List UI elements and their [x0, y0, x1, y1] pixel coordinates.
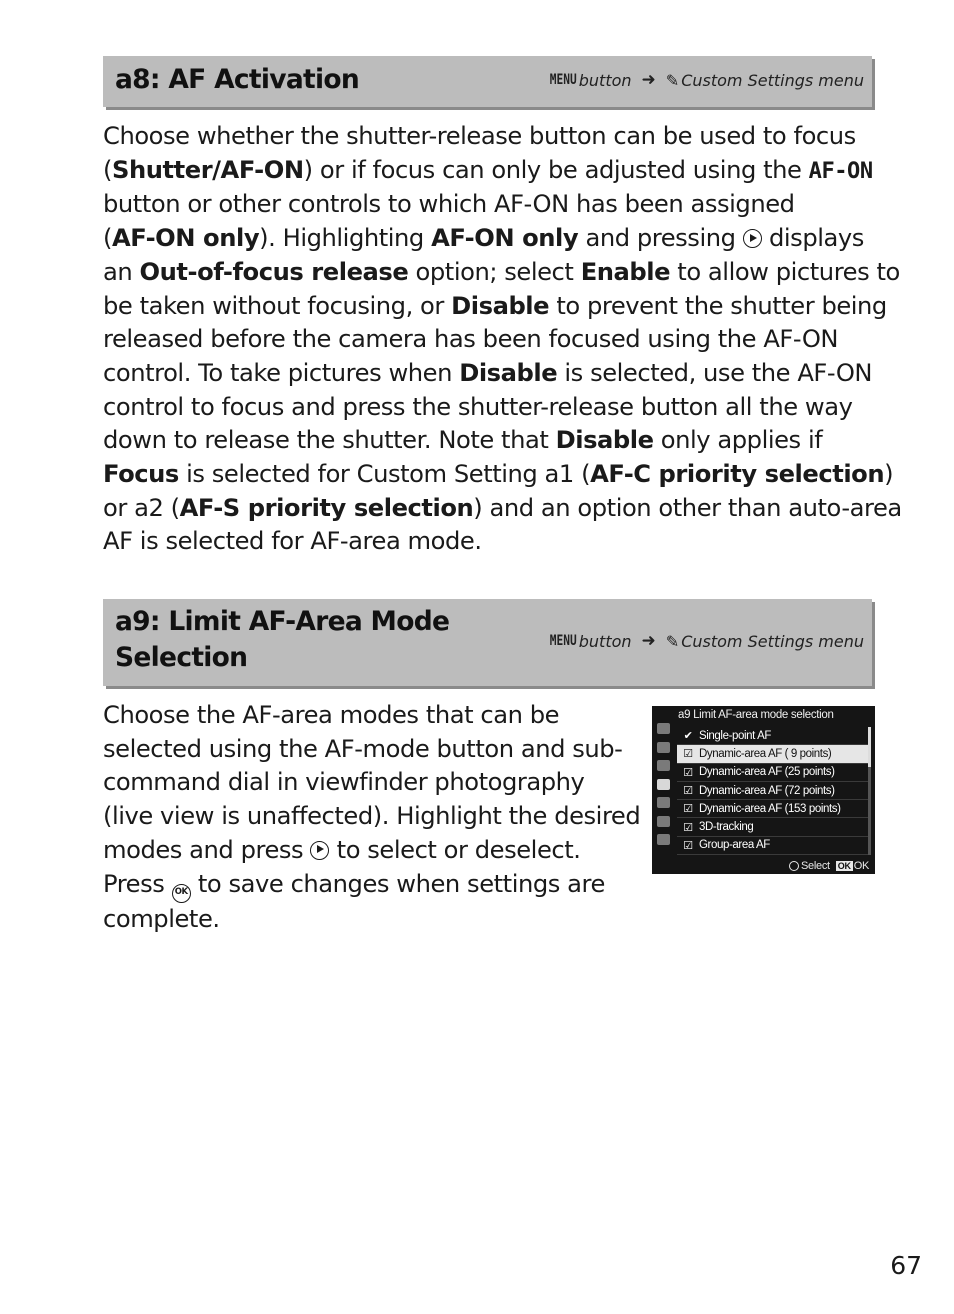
menu-button-glyph: MENU — [549, 633, 577, 649]
screen-option-list — [677, 727, 870, 855]
check-icon: ✔ — [683, 730, 693, 743]
screen-footer — [789, 860, 869, 872]
multi-selector-icon — [789, 861, 799, 871]
text-line: (live view is unaffected). Highlight the desired — [103, 802, 641, 831]
text-line: (AF-ON only). Highlighting AF-ON only and pressing displays — [103, 224, 864, 253]
menu-path-a9 — [543, 631, 864, 651]
button-text: button — [578, 631, 632, 651]
pencil-icon: ✎ — [665, 70, 680, 90]
section-title-a8: a8: AF Activation — [115, 64, 360, 95]
playback-tab-icon — [657, 723, 670, 734]
checkbox-icon: ☑ — [683, 821, 693, 834]
text-line: Choose the AF-area modes that can be — [103, 701, 560, 729]
screen-option-row: ☑ 3D-tracking — [677, 818, 870, 836]
screen-option-row: ☑ Dynamic-area AF (153 points) — [677, 800, 870, 818]
section-header-a9 — [103, 599, 872, 686]
text-line: (Shutter/AF-ON) or if focus can only be adjusted using the AF-ON — [103, 155, 873, 184]
wrench-tab-icon — [657, 797, 670, 808]
footer-select-label: Select — [801, 860, 830, 872]
section-body-a8 — [103, 120, 902, 559]
ok-badge-icon: OK — [837, 861, 851, 871]
menu-name: Custom Settings menu — [681, 631, 864, 651]
text-line: Press OK to save changes when settings are — [103, 868, 640, 903]
ok-button-icon: OK — [172, 884, 191, 903]
camera-tab-icon — [657, 742, 670, 753]
multi-selector-right-icon — [310, 841, 329, 860]
menu-name: Custom Settings menu — [681, 70, 864, 90]
checkbox-icon: ☑ — [683, 785, 693, 798]
multi-selector-right-icon — [743, 229, 762, 248]
text-line: button or other controls to which AF-ON has been assigned — [103, 190, 795, 219]
screen-option-row: ☑ Dynamic-area AF (25 points) — [677, 764, 870, 782]
text-line: AF is selected for AF-area mode. — [103, 527, 482, 556]
page-number: 67 — [890, 1251, 922, 1280]
menu-tab-sidebar — [655, 718, 673, 853]
checkbox-icon: ☑ — [683, 748, 693, 761]
text-line: control. To take pictures when Disable is selected, use the AF-ON — [103, 358, 873, 387]
screen-option-row: ✔ Single-point AF — [677, 727, 870, 745]
checkbox-icon: ☑ — [683, 766, 693, 779]
button-text: button — [578, 70, 632, 90]
screen-scrollbar — [868, 727, 871, 855]
pencil-icon: ✎ — [665, 631, 680, 651]
screen-option-row-highlighted: ☑ Dynamic-area AF ( 9 points) — [677, 745, 870, 763]
text-line: modes and press to select or deselect. — [103, 835, 581, 864]
movie-tab-icon — [657, 760, 670, 771]
text-line: Focus is selected for Custom Setting a1 (AF-C priority selection) — [103, 460, 894, 489]
text-line: Choose whether the shutter-release button can be used to focus — [103, 122, 856, 150]
screen-option-row: ☑ Dynamic-area AF (72 points) — [677, 782, 870, 800]
section-title-a9: a9: Limit AF-Area Mode Selection — [115, 606, 450, 673]
text-line: down to release the shutter. Note that Disable only applies if — [103, 426, 823, 455]
text-line: complete. — [103, 904, 220, 933]
checkbox-icon: ☑ — [683, 803, 693, 816]
section-header-a8 — [103, 56, 872, 107]
my-menu-tab-icon — [657, 834, 670, 845]
camera-menu-screenshot — [652, 706, 875, 874]
retouch-tab-icon — [657, 816, 670, 827]
arrow-right-icon: ➜ — [641, 631, 656, 651]
screen-title: a9 Limit AF-area mode selection — [678, 709, 834, 721]
af-on-button-glyph: AF-ON — [808, 158, 873, 184]
footer-ok-label: OK — [853, 860, 869, 872]
arrow-right-icon: ➜ — [641, 70, 656, 90]
text-line: selected using the AF-mode button and sub- — [103, 734, 623, 763]
text-line: be taken without focusing, or Disable to prevent the shutter being — [103, 291, 887, 320]
text-line: or a2 (AF-S priority selection) and an option other than auto-area — [103, 493, 902, 522]
text-line: control to focus and press the shutter-release button all the way — [103, 392, 853, 421]
text-line: command dial in viewfinder photography — [103, 768, 585, 797]
text-line: an Out-of-focus release option; select Enable to allow pictures to — [103, 257, 900, 286]
screen-option-row: ☑ Group-area AF — [677, 837, 870, 855]
text-line: released before the camera has been focused using the AF-ON — [103, 325, 839, 354]
pencil-tab-icon — [657, 779, 670, 790]
menu-path-a8 — [543, 70, 864, 90]
menu-button-glyph: MENU — [549, 72, 577, 88]
checkbox-icon: ☑ — [683, 839, 693, 852]
section-body-a9 — [103, 699, 640, 936]
